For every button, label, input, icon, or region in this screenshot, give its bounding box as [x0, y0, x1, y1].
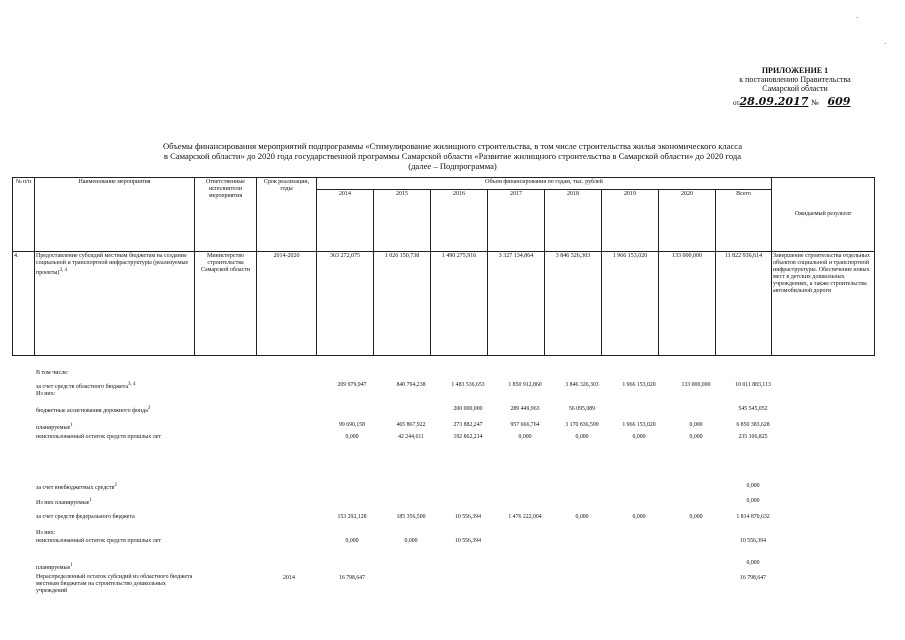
value-cell: 0,000 — [404, 538, 418, 544]
value-cell: 3 170 836,599 — [565, 422, 599, 428]
col-funding-header: Объем финансирования по годам, тыс. рублей — [317, 178, 772, 190]
appendix-title: ПРИЛОЖЕНИЕ 1 — [761, 66, 829, 75]
row-term: 2014-2020 — [257, 252, 317, 356]
value-cell: 99 690,158 — [338, 422, 366, 428]
year-header: 2016 — [431, 190, 488, 252]
decree-date: 28.09.2017 — [739, 95, 809, 108]
value-cell: 192 862,214 — [453, 434, 483, 440]
of-which-planned-text: Из них планируемые — [36, 500, 90, 506]
value-cell: 273 882,247 — [453, 422, 483, 428]
scan-speck: · — [856, 14, 859, 22]
value-cell: 10 011 883,113 — [735, 382, 771, 388]
planned2-label — [36, 562, 73, 572]
year-header: Всего — [716, 190, 772, 252]
footnote-ref: 1 — [70, 563, 73, 568]
value-cell: 235 106,825 — [738, 434, 768, 440]
year-header: 2019 — [602, 190, 659, 252]
year-header: 2014 — [317, 190, 374, 252]
value-cell: 0,000 — [632, 434, 646, 440]
footnote-ref: 2 — [114, 483, 117, 488]
value-cell: 0,000 — [746, 560, 760, 566]
value-cell: 0,000 — [345, 538, 359, 544]
footnote-ref: 3 — [147, 406, 151, 411]
extrabudget-text: за счет внебюджетных средств — [36, 485, 115, 491]
federal-label: за счет средств федерального бюджета — [36, 514, 135, 520]
value-cell: 11 822 936,614 — [716, 252, 772, 356]
road-fund-label — [36, 405, 150, 415]
table-row — [13, 252, 875, 356]
road-fund-text: бюджетные ассигнования дорожного фонда — [36, 408, 148, 414]
of-which-label: Из них: — [36, 391, 56, 397]
value-cell: 0,000 — [746, 483, 760, 489]
value-cell: 10 556,394 — [454, 538, 482, 544]
value-cell: 3 846 326,303 — [565, 382, 599, 388]
regional-text: за счет средств областного бюджета — [36, 384, 129, 390]
value-cell: 1 966 153,020 — [622, 382, 656, 388]
of-which-planned-label — [36, 497, 92, 507]
heading-line3: (далее – Подпрограмма) — [408, 161, 497, 171]
value-cell: 0,000 — [518, 434, 532, 440]
value-cell: 957 666,764 — [510, 422, 540, 428]
value-cell: 1 850 912,860 — [508, 382, 542, 388]
footnote-ref: 3, 4 — [59, 268, 67, 273]
value-cell: 10 556,394 — [739, 538, 767, 544]
footnote-ref: 1 — [89, 498, 92, 503]
from-prefix: от — [733, 99, 740, 107]
value-cell: 0,000 — [746, 498, 760, 504]
col-result-header: Ожидаемый результат — [772, 178, 875, 252]
value-cell: 1 476 222,004 — [508, 514, 542, 520]
unspent-year: 2014 — [283, 575, 295, 581]
col-name-header: Наименование мероприятия — [35, 178, 195, 252]
footnote-ref: 1 — [70, 423, 73, 428]
appendix-line1: к постановлению Правительства — [739, 75, 851, 84]
value-cell: 133 000,000 — [659, 252, 716, 356]
col-exec-header: Ответственные исполнители мероприятия — [195, 178, 257, 252]
value-cell: 6 850 383,628 — [736, 422, 770, 428]
value-cell: 16 798,647 — [338, 575, 366, 581]
row-num: 4. — [13, 252, 35, 356]
value-cell: 209 979,947 — [337, 382, 367, 388]
year-header: 2020 — [659, 190, 716, 252]
planned-label — [36, 422, 73, 432]
planned-text: планируемые — [36, 425, 71, 431]
planned2-text: планируемые — [36, 565, 71, 571]
value-cell: 10 556,394 — [454, 514, 482, 520]
row-name — [35, 252, 195, 356]
of-which-label-2: Из них: — [36, 530, 56, 536]
document-heading — [120, 141, 785, 171]
value-cell: 1 026 150,738 — [374, 252, 431, 356]
row-name-text: Предоставление субсидий местным бюджетам на создание социальной и транспортной инфраструктуры (реализуемые проекты) — [36, 253, 189, 276]
value-cell: 200 000,000 — [453, 406, 483, 412]
heading-line2: в Самарской области» до 2020 года государственной программы Самарской области «Развитие жилищного строительства в Самарской области» до 2020 года — [163, 151, 742, 161]
row-exec: Министерство строительства Самарской области — [195, 252, 257, 356]
value-cell: 0,000 — [689, 514, 703, 520]
value-cell: 1 490 275,916 — [431, 252, 488, 356]
footnote-ref: 3, 4 — [128, 382, 136, 387]
col-term-header: Срок реализации, годы — [257, 178, 317, 252]
year-header: 2017 — [488, 190, 545, 252]
regional-label — [36, 381, 136, 391]
decree-number: 609 — [827, 95, 851, 108]
row-result: Завершение строительства отдельных объектов социальной и транспортной инфраструктуры. Обеспечение новых мест в детских дошкольных учреждениях, а также строительства автомобильной дороги — [772, 252, 875, 356]
value-cell: 153 292,128 — [337, 514, 367, 520]
value-cell: 3 846 326,303 — [545, 252, 602, 356]
value-cell: 0,000 — [575, 434, 589, 440]
funding-table — [12, 177, 875, 356]
appendix-header — [720, 66, 870, 93]
value-cell: 56 095,089 — [568, 406, 596, 412]
year-header: 2015 — [374, 190, 431, 252]
value-cell: 545 545,052 — [738, 406, 768, 412]
value-cell: 16 798,647 — [739, 575, 767, 581]
col-num-header: № п/п — [13, 178, 35, 252]
value-cell: 465 867,922 — [396, 422, 426, 428]
incl-label: В том числе: — [36, 370, 69, 376]
value-cell: 0,000 — [632, 514, 646, 520]
value-cell: 363 272,075 — [317, 252, 374, 356]
value-cell: 289 449,963 — [510, 406, 540, 412]
value-cell: 42 244,611 — [398, 434, 424, 440]
unused2-label: неиспользованный остаток средств прошлых лет — [36, 538, 162, 544]
value-cell: 840 794,238 — [396, 382, 426, 388]
value-cell: 185 356,500 — [396, 514, 426, 520]
value-cell: 1 966 153,020 — [602, 252, 659, 356]
unspent-label: Нераспределенный остаток субсидий из областного бюджета местным бюджетам на строительство дошкольных учреждений — [36, 574, 193, 594]
extrabudget-label — [36, 482, 117, 492]
appendix-line2: Самарской области — [762, 84, 828, 93]
scan-speck: · — [884, 40, 887, 48]
value-cell: 133 000,000 — [681, 382, 711, 388]
unused-label: неиспользованный остаток средств прошлых лет — [36, 434, 162, 440]
decree-signature — [733, 96, 850, 109]
value-cell: 1 814 870,632 — [736, 514, 770, 520]
value-cell: 0,000 — [689, 434, 703, 440]
value-cell: 3 327 134,864 — [488, 252, 545, 356]
heading-line1: Объемы финансирования мероприятий подпрограммы «Стимулирование жилищного строительства, в том числе строительства жилья экономического класса — [162, 141, 743, 151]
value-cell: 0,000 — [345, 434, 359, 440]
year-header: 2018 — [545, 190, 602, 252]
value-cell: 0,000 — [575, 514, 589, 520]
value-cell: 1 966 153,020 — [622, 422, 656, 428]
value-cell: 1 483 536,653 — [451, 382, 485, 388]
value-cell: 0,000 — [689, 422, 703, 428]
number-prefix: № — [811, 98, 819, 107]
